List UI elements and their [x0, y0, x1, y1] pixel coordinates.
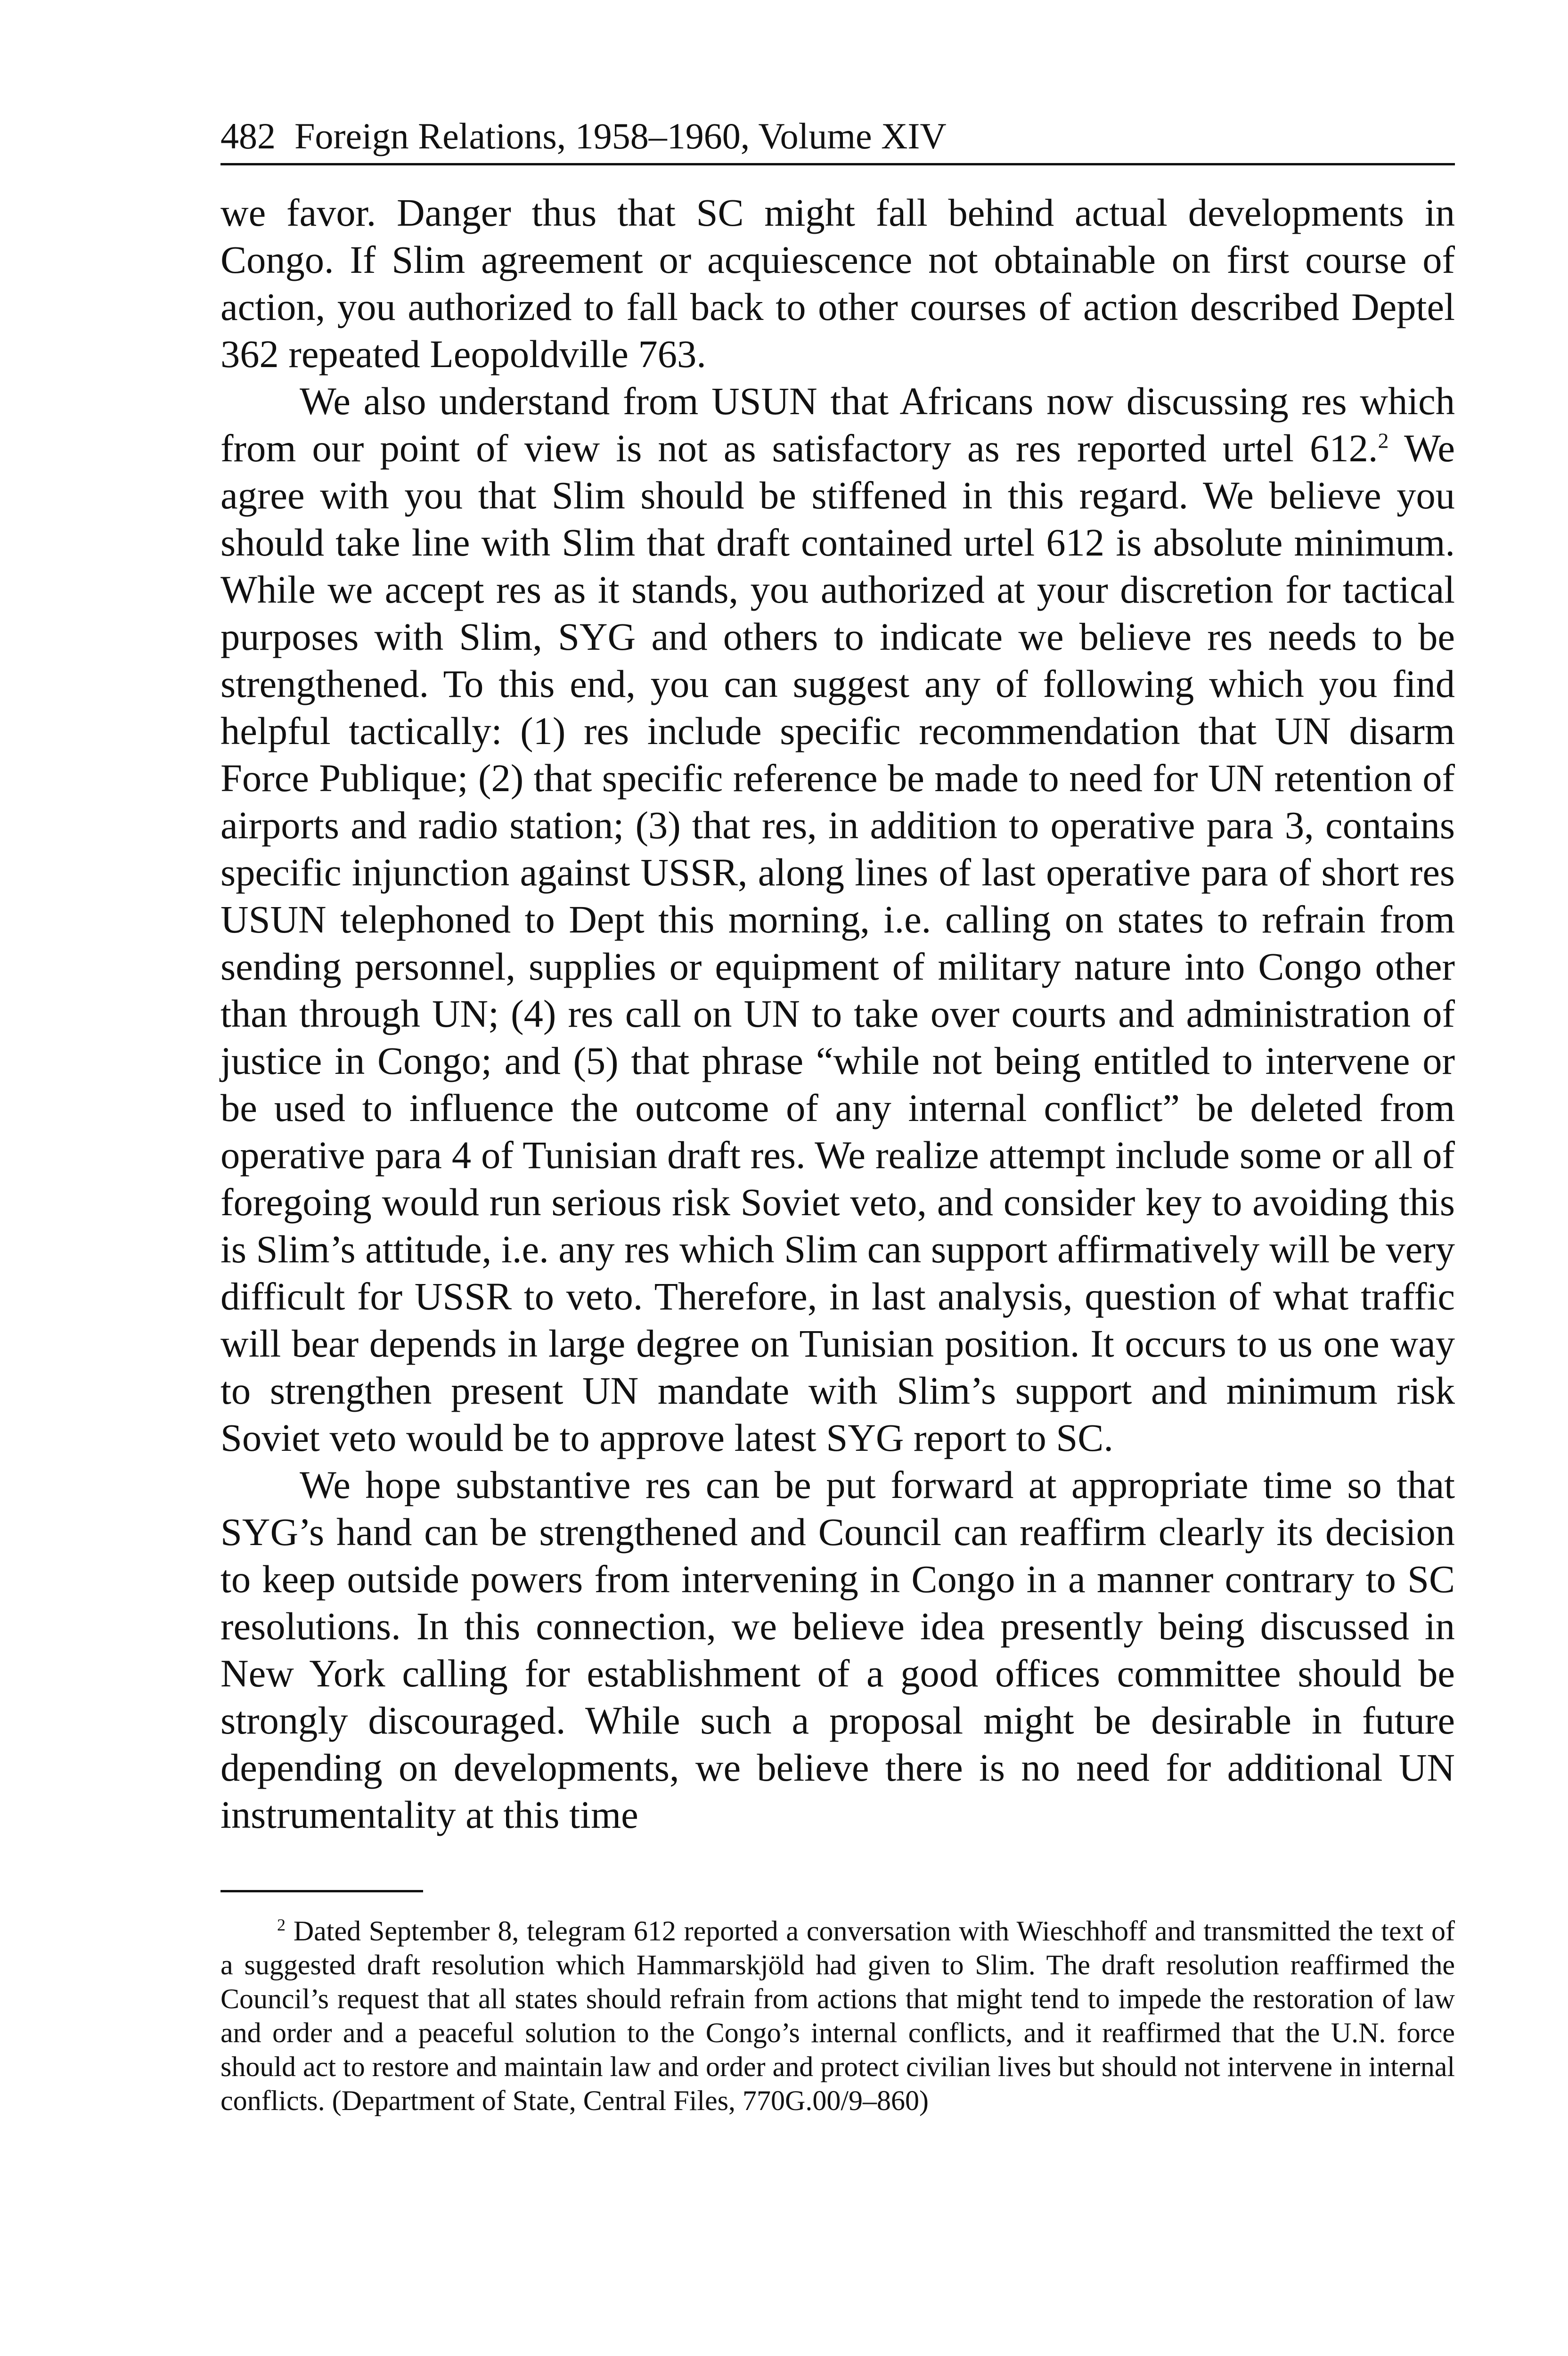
- document-page: [220, 115, 1455, 2118]
- footnote-divider: [220, 1890, 423, 1892]
- paragraph-1-text: we favor. Danger thus that SC might fall behind actual developments in Congo. If Slim agreement or acquiescence not obtainable on first course of action, you authorized to fall back to other courses of action described Deptel 362 repeated Leopoldville 763.: [220, 191, 1455, 376]
- footnote-reference[interactable]: 2: [1378, 428, 1389, 453]
- footnote: [220, 1914, 1455, 2118]
- paragraph-2: [220, 377, 1455, 1461]
- paragraph-2-text-end: We agree with you that Slim should be stiffened in this regard. We believe you should take line with Slim that draft contained urtel 612 is absolute minimum. While we accept res as it stands, you authorized at your discretion for tactical purposes with Slim, SYG and others to indicate we believe res needs to be strengthened. To this end, you can suggest any of following which you find helpful tactically: (1) res include specific recommendation that UN disarm Force Publique; (2) that specific reference be made to need for UN retention of airports and radio station; (3) that res, in addition to operative para 3, contains specific injunction against USSR, along lines of last operative para of short res USUN telephoned to Dept this morning, i.e. calling on states to refrain from sending personnel, supplies or equipment of military nature into Congo other than through UN; (4) res call on UN to take over courts and administration of justice in Congo; and (5) that phrase “while not being entitled to intervene or be used to influence the outcome of any internal conflict” be deleted from operative para 4 of Tunisian draft res. We realize attempt include some or all of foregoing would run serious risk Soviet veto, and consider key to avoiding this is Slim’s attitude, i.e. any res which Slim can support affirmatively will be very difficult for USSR to veto. Therefore, in last analysis, question of what traffic will bear depends in large degree on Tunisian position. It occurs to us one way to strengthen present UN mandate with Slim’s support and minimum risk Soviet veto would be to approve latest SYG report to SC.: [220, 426, 1455, 1459]
- footnote-text: Dated September 8, telegram 612 reported a conversation with Wieschhoff and transmitted the text of a suggested draft resolution which Hammarskjöld had given to Slim. The draft resolution reaffirmed the Council’s request that all states should refrain from actions that might tend to impede the restoration of law and order and a peaceful solution to the Congo’s internal conflicts, and it reaffirmed that the U.N. force should act to restore and maintain law and order and protect civilian lives but should not intervene in internal conflicts. (Department of State, Central Files, 770G.00/9–860): [220, 1915, 1455, 2116]
- paragraph-3: [220, 1461, 1455, 1838]
- paragraph-1: [220, 189, 1455, 377]
- running-title: Foreign Relations, 1958–1960, Volume XIV: [294, 115, 947, 156]
- page-number: 482: [220, 115, 276, 156]
- footnote-marker: 2: [277, 1915, 286, 1934]
- running-header: [220, 115, 1455, 165]
- paragraph-3-text: We hope substantive res can be put forward at appropriate time so that SYG’s hand can be strengthened and Council can reaffirm clearly its decision to keep outside powers from intervening in Congo in a manner contrary to SC resolutions. In this connection, we believe idea presently being discussed in New York calling for establishment of a good offices committee should be strongly discouraged. While such a proposal might be desirable in future depending on developments, we believe there is no need for additional UN instrumentality at this time: [220, 1463, 1455, 1836]
- paragraph-2-text-start: We also understand from USUN that Africans now discussing res which from our point of view is not as satisfactory as res reported urtel 612.: [220, 379, 1455, 470]
- body-text: [220, 189, 1455, 1838]
